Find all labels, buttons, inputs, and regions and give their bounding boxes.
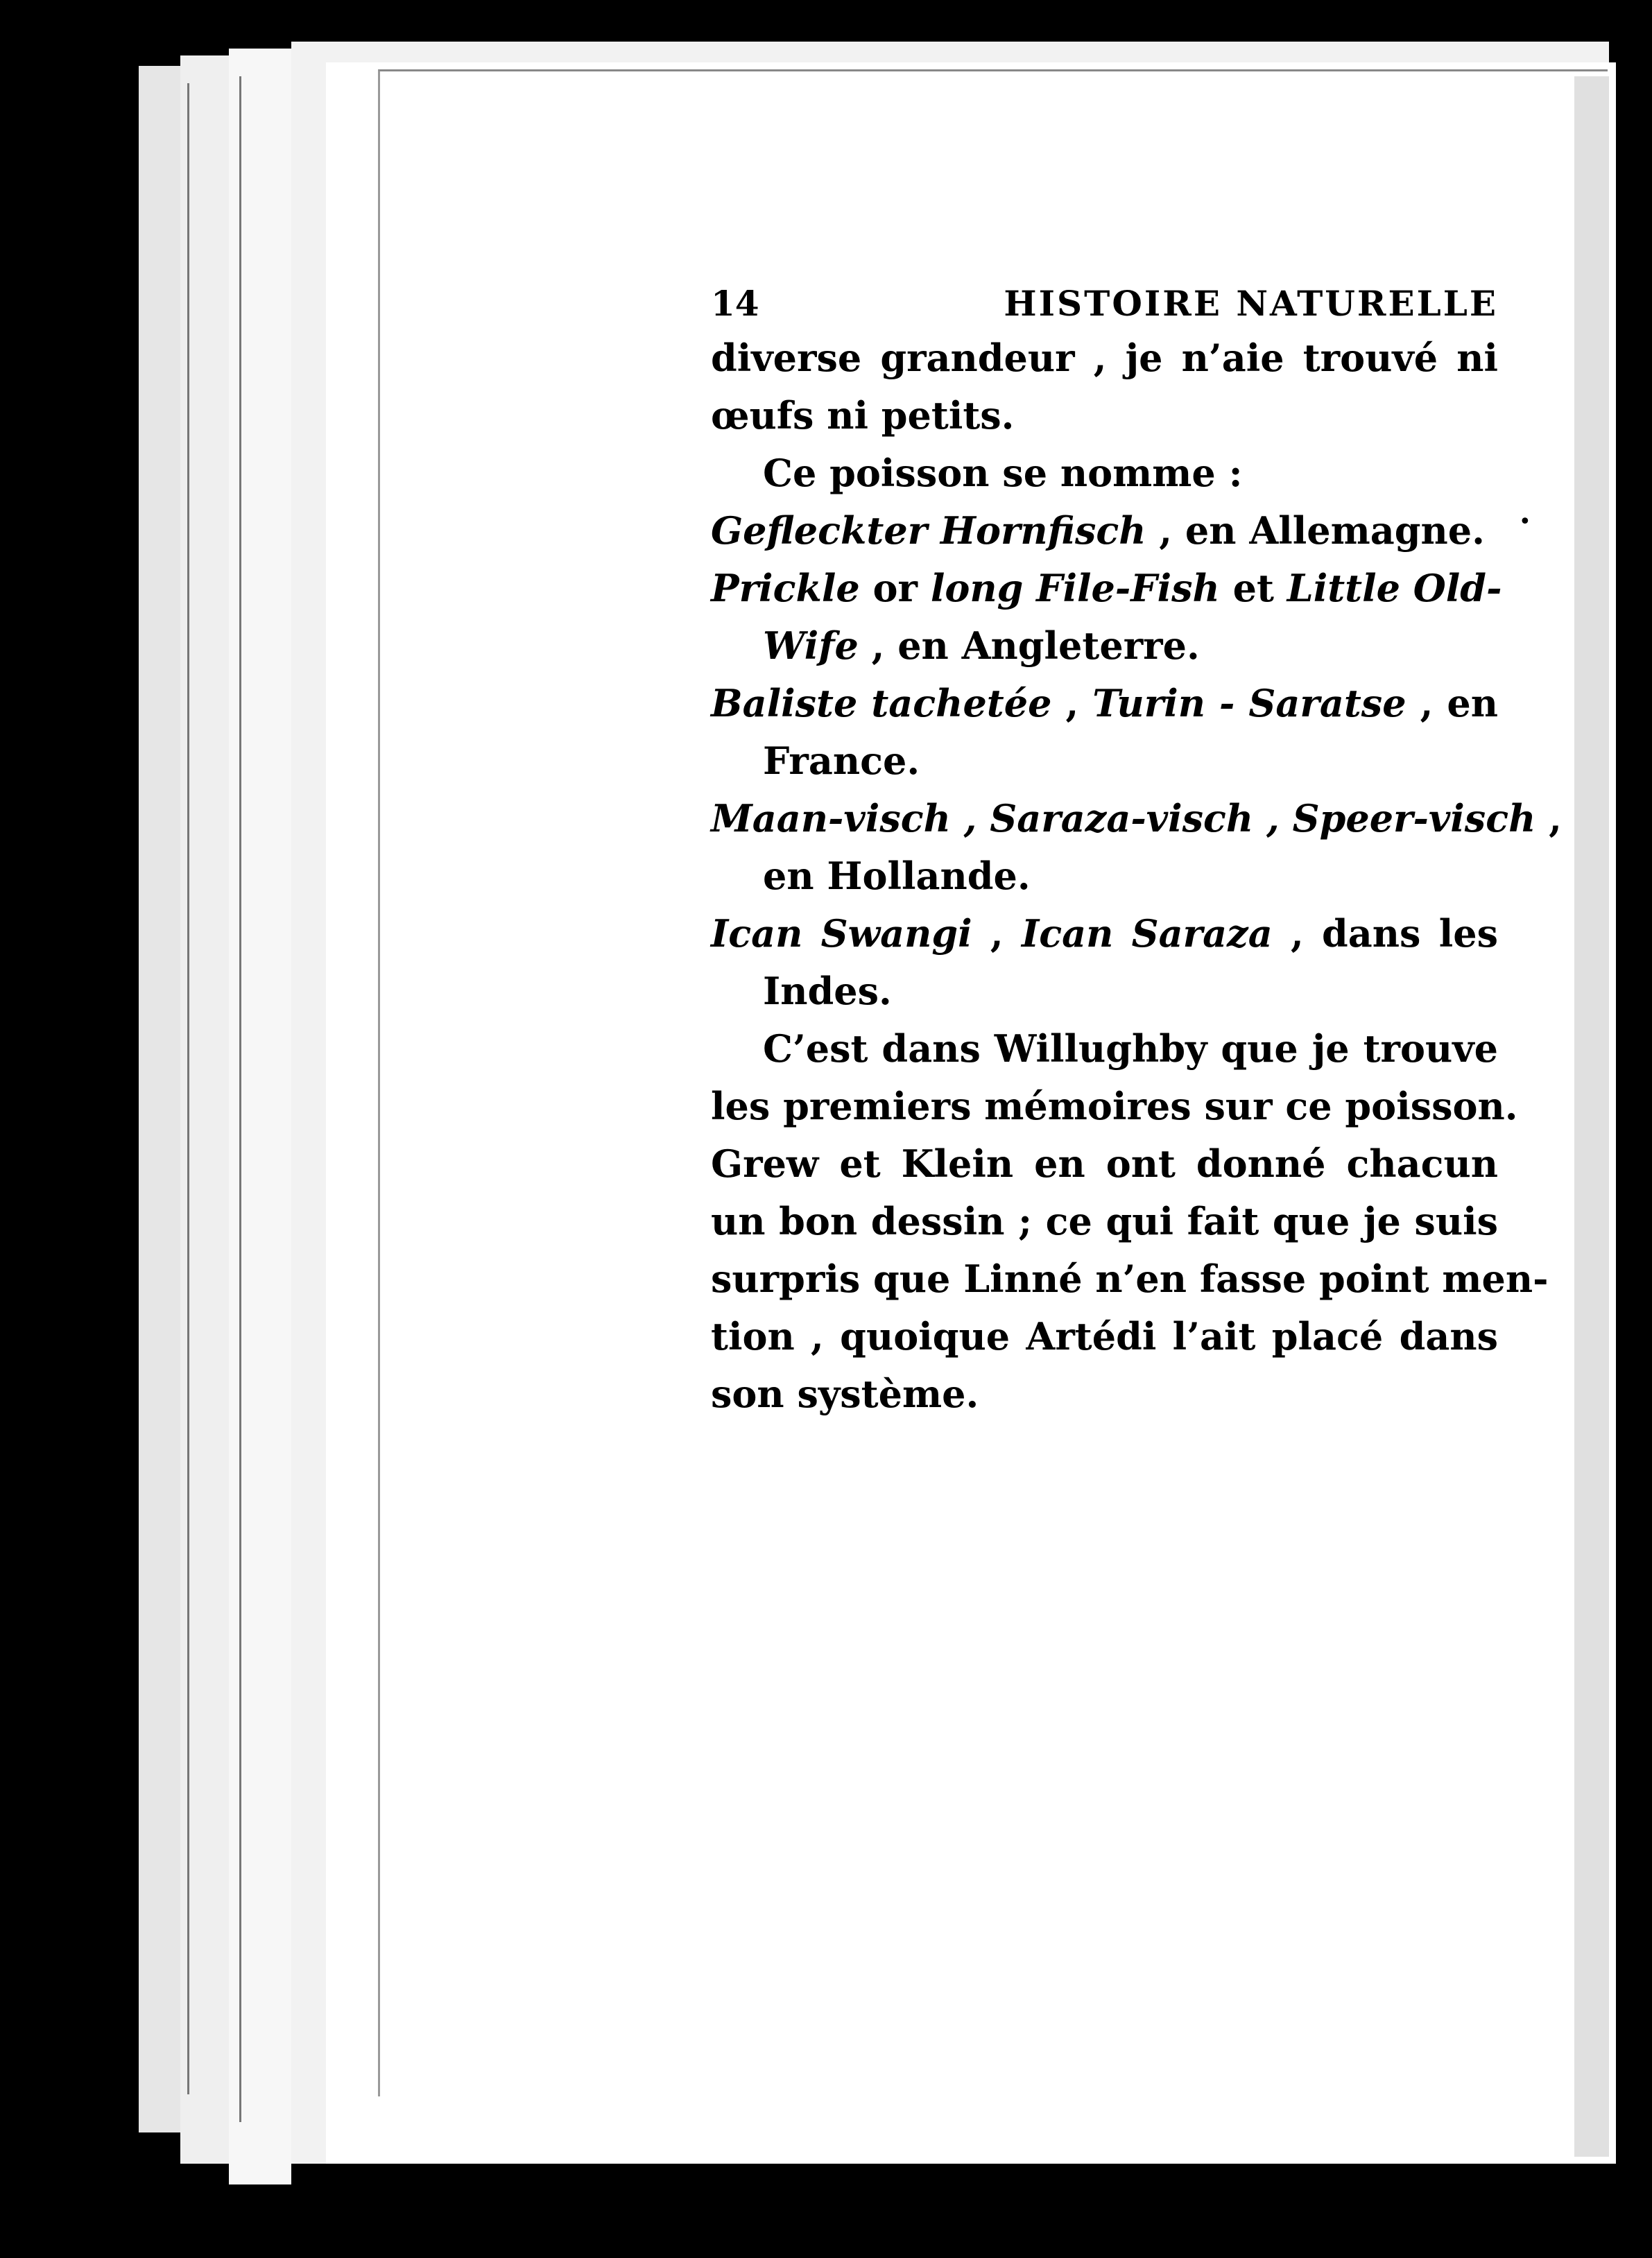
italic-name: Little Old- — [1287, 566, 1502, 610]
text-line — [711, 1250, 1549, 1308]
line-text: surpris que Linné n’en fasse point men- — [711, 1257, 1549, 1301]
italic-name: long File-Fish — [930, 566, 1220, 610]
line-text: Ce poisson se nomme : — [763, 451, 1243, 495]
page-edge-line — [187, 83, 189, 2094]
italic-name: Ican Saraza — [1021, 911, 1273, 956]
page-text — [711, 277, 1562, 1423]
line-text: son système. — [711, 1372, 979, 1416]
text-line — [711, 1365, 1498, 1423]
name-entry-germany — [711, 502, 1498, 560]
name-entry-indies-cont — [711, 963, 1498, 1020]
line-text: tion , quoique Artédi l’ait placé dans — [711, 1314, 1498, 1359]
name-entry-england — [711, 560, 1502, 617]
name-entry-holland-cont — [711, 847, 1498, 905]
italic-name: Turin - Saratse — [1092, 681, 1406, 725]
line-text: diverse grandeur , je n’aie trouvé ni — [711, 336, 1498, 380]
text-line — [711, 1193, 1498, 1250]
bottom-shadow — [291, 2164, 1644, 2258]
line-text: , dans les — [1272, 911, 1498, 956]
line-text: en Hollande. — [763, 854, 1031, 898]
name-entry-england-cont — [711, 617, 1498, 675]
running-header — [711, 277, 1498, 329]
line-text: , en — [1406, 681, 1498, 725]
line-text: or — [859, 566, 931, 610]
italic-name: Ican Swangi — [711, 911, 972, 956]
italic-name: Wife — [763, 623, 859, 668]
text-line — [711, 1135, 1498, 1193]
line-text: et — [1219, 566, 1287, 610]
line-text: C’est dans Willughby que je trouve — [763, 1026, 1498, 1071]
name-entry-holland — [711, 790, 1562, 847]
line-text: , en Allemagne. — [1146, 508, 1485, 553]
line-text: Indes. — [763, 969, 892, 1013]
line-text: œufs ni petits. — [711, 393, 1015, 438]
text-line — [711, 445, 1498, 502]
name-entry-indies — [711, 905, 1498, 963]
line-text: , — [1051, 681, 1093, 725]
page-right-edge — [1574, 76, 1609, 2157]
line-text: , — [972, 911, 1022, 956]
text-line — [711, 329, 1498, 387]
line-text: , — [1535, 796, 1562, 841]
italic-name: Baliste tachetée — [711, 681, 1052, 725]
page-edge-line — [239, 76, 241, 2122]
text-line — [711, 1078, 1518, 1135]
page-number: 14 — [711, 283, 759, 324]
line-text: , en Angleterre. — [858, 623, 1200, 668]
running-title: HISTOIRE NATURELLE — [1004, 283, 1498, 324]
text-line — [711, 1308, 1498, 1365]
line-text: France. — [763, 739, 920, 783]
ink-speck: • — [1519, 510, 1531, 534]
text-line — [711, 1020, 1498, 1078]
text-line — [711, 387, 1498, 445]
italic-name: Maan-visch , Saraza-visch , Speer-visch — [711, 796, 1536, 841]
line-text: les premiers mémoires sur ce poisson. — [711, 1084, 1518, 1128]
line-text: un bon dessin ; ce qui fait que je suis — [711, 1199, 1498, 1243]
name-entry-france-cont — [711, 732, 1498, 790]
italic-name: Gefleckter Hornfisch — [711, 508, 1146, 553]
italic-name: Prickle — [711, 566, 860, 610]
line-text: Grew et Klein en ont donné chacun — [711, 1141, 1498, 1186]
name-entry-france — [711, 675, 1498, 732]
